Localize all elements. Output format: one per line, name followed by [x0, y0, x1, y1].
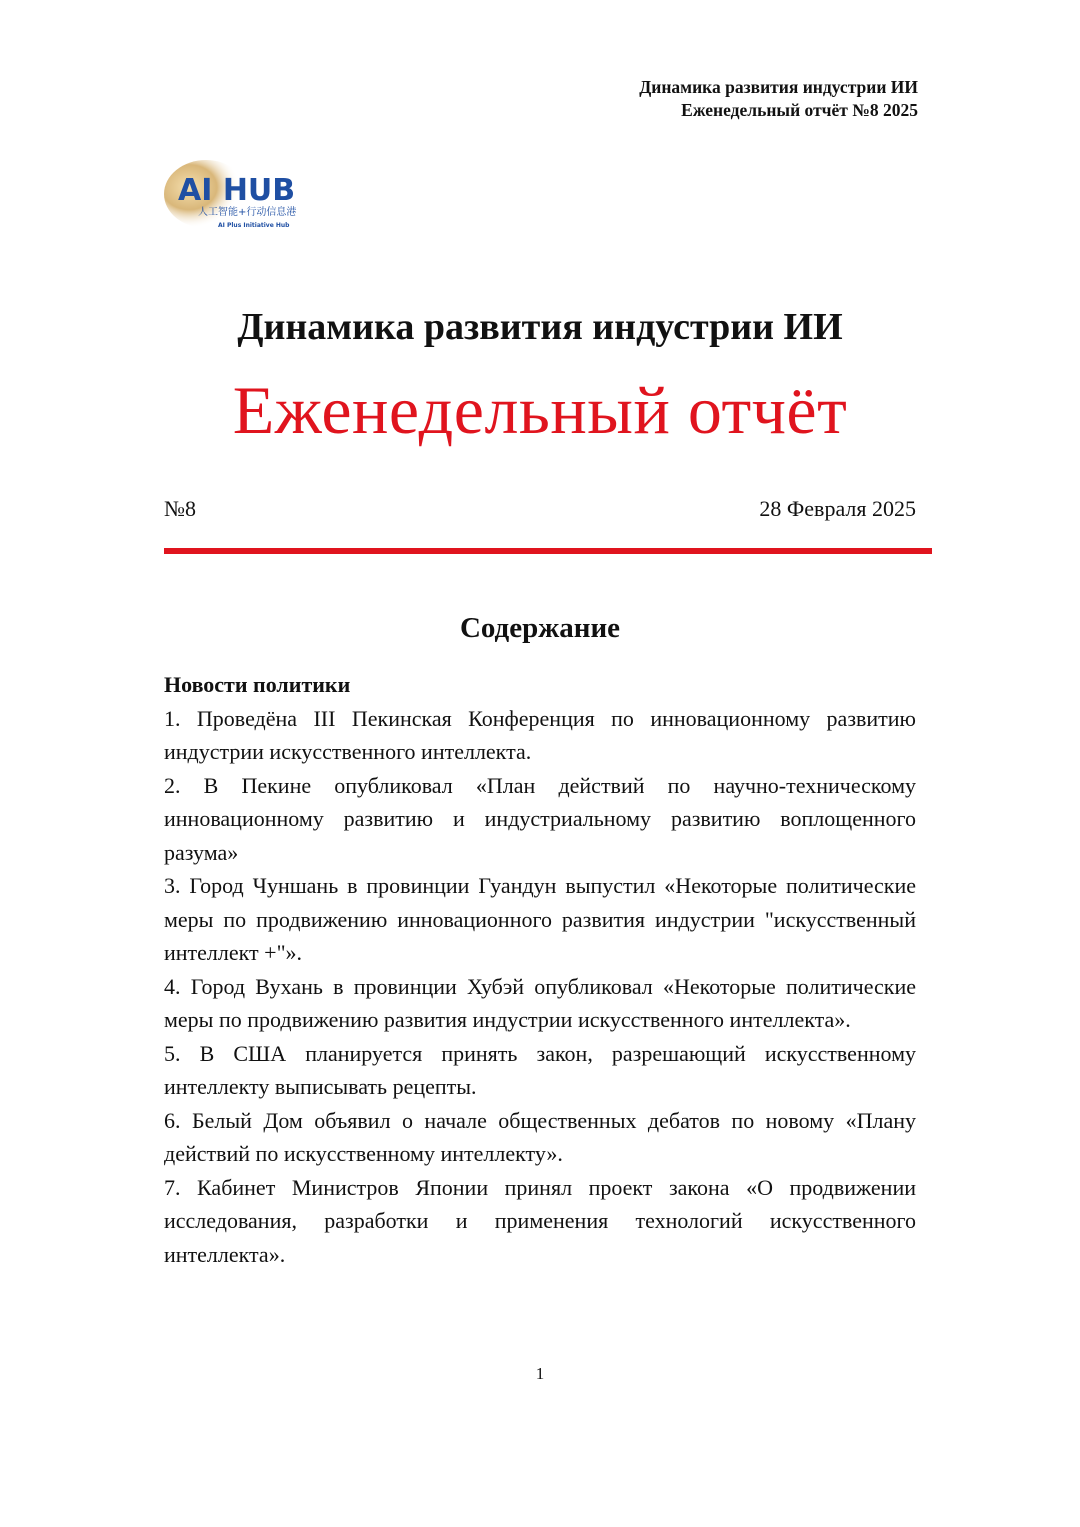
logo-text: AI HUB [178, 173, 296, 208]
logo-tagline: AI Plus Initiative Hub [218, 222, 290, 229]
toc-section-title: Новости политики [164, 672, 351, 697]
table-of-contents [164, 668, 916, 1271]
document-big-title: Еженедельный отчёт [232, 372, 848, 448]
red-divider [164, 548, 932, 554]
ai-hub-logo [164, 160, 344, 232]
toc-item: 6. Белый Дом объявил о начале общественных дебатов по новому «Плану действий по искусственному интеллекту». [164, 1107, 916, 1166]
running-header-line-2: Еженедельный отчёт №8 2025 [681, 100, 918, 120]
document-title: Динамика развития индустрии ИИ [237, 306, 843, 348]
toc-item: 2. В Пекине опубликовал «План действий по научно-техническому инновационному развитию и индустриальному развитию воплощенного разума» [164, 772, 916, 865]
toc-item: 4. Город Вухань в провинции Хубэй опубликовал «Некоторые политические меры по продвижению развития индустрии искусственного интеллекта». [164, 973, 916, 1032]
toc-heading: Содержание [459, 612, 621, 644]
toc-item: 7. Кабинет Министров Японии принял проект закона «О продвижении исследования, разработки и применения технологий искусственного интеллекта». [164, 1174, 916, 1267]
toc-item: 1. Проведёна III Пекинская Конференция по инновационному развитию индустрии искусственного интеллекта. [164, 705, 916, 764]
running-header-line-1: Динамика развития индустрии ИИ [639, 77, 918, 97]
page-number: 1 [535, 1364, 545, 1383]
logo-subtitle: 人工智能+行动信息港 [198, 207, 297, 218]
toc-item: 5. В США планируется принять закон, разрешающий искусственному интеллекту выписывать рецепты. [164, 1040, 916, 1099]
running-header [639, 76, 918, 122]
toc-item: 3. Город Чуншань в провинции Гуандун выпустил «Некоторые политические меры по продвижению инновационного развития индустрии "искусственный интеллект +"». [164, 873, 916, 965]
ai-hub-logo-graphic [164, 160, 344, 232]
issue-date: 28 Февраля 2025 [759, 496, 916, 521]
issue-number: №8 [164, 496, 196, 521]
